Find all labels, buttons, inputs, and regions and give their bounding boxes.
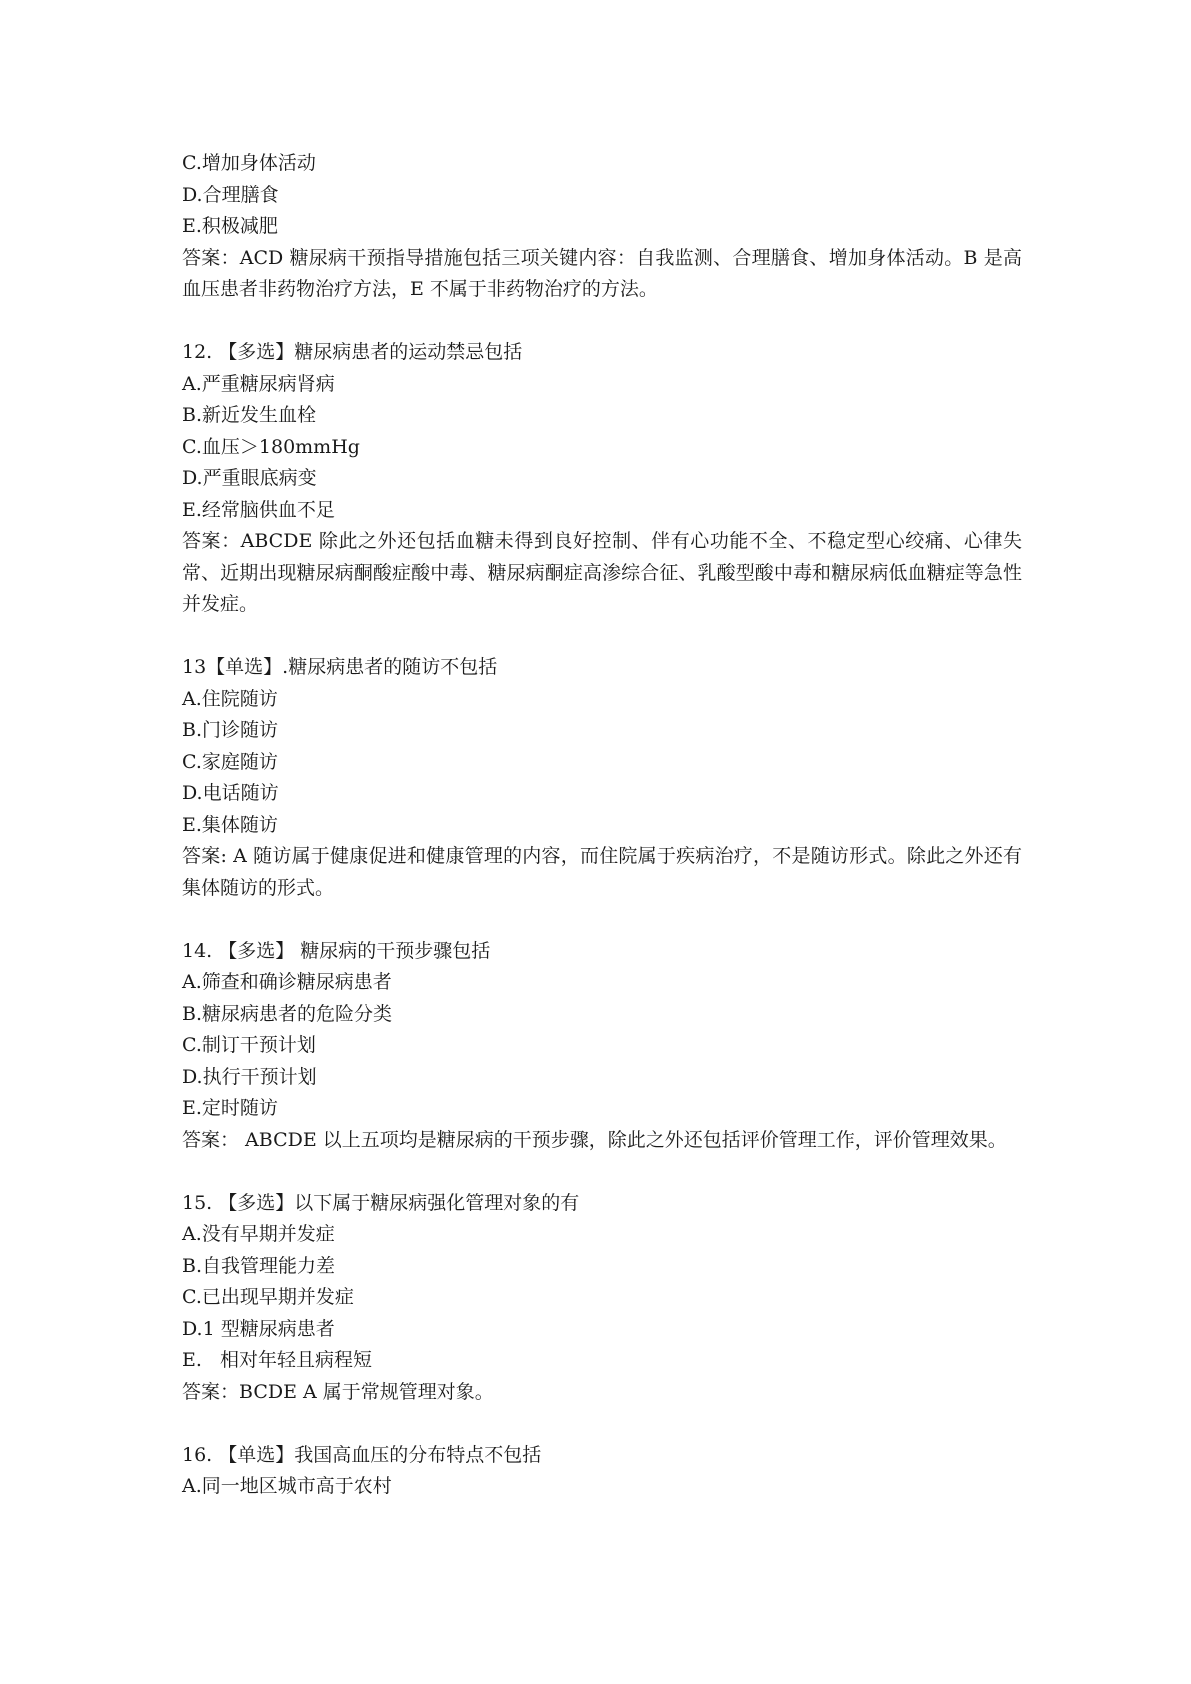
option-e: E.定时随访 — [182, 1097, 278, 1119]
question-title: 12. 【多选】糖尿病患者的运动禁忌包括 — [182, 341, 523, 363]
answer-text: 答案： ABCDE 以上五项均是糖尿病的干预步骤，除此之外还包括评价管理工作，评价管理效果。 — [182, 1128, 1007, 1151]
option-a: A.筛查和确诊糖尿病患者 — [182, 971, 392, 993]
question-12 — [182, 337, 1022, 621]
option-d: D.执行干预计划 — [182, 1065, 317, 1088]
option-b: B.门诊随访 — [182, 719, 279, 741]
option-c: C.已出现早期并发症 — [182, 1286, 354, 1308]
answer-text: 答案：ABCDE 除此之外还包括血糖未得到良好控制、伴有心功能不全、不稳定型心绞痛、心律失常、近期出现糖尿病酮酸症酸中毒、糖尿病酮症高渗综合征、乳酸型酸中毒和糖尿病低血糖症等急性并发症。 — [182, 530, 1022, 615]
answer-text: 答案：BCDE A 属于常规管理对象。 — [182, 1380, 494, 1403]
answer-text: 答案: A 随访属于健康促进和健康管理的内容，而住院属于疾病治疗，不是随访形式。除此之外还有集体随访的形式。 — [182, 845, 1022, 899]
option-c: C.增加身体活动 — [182, 152, 316, 174]
document-page — [182, 148, 1022, 1503]
option-d: D.1 型糖尿病患者 — [182, 1317, 335, 1340]
option-c: C.制订干预计划 — [182, 1034, 316, 1056]
question-13 — [182, 652, 1022, 904]
option-d: D.电话随访 — [182, 782, 279, 804]
question-16 — [182, 1440, 1022, 1503]
option-b: B.糖尿病患者的危险分类 — [182, 1002, 393, 1025]
option-e: E.集体随访 — [182, 813, 278, 836]
question-title: 16. 【单选】我国高血压的分布特点不包括 — [182, 1443, 542, 1466]
option-c: C.血压＞180mmHg — [182, 435, 360, 458]
option-c: C.家庭随访 — [182, 750, 278, 773]
question-14 — [182, 936, 1022, 1157]
question-title: 15. 【多选】以下属于糖尿病强化管理对象的有 — [182, 1191, 580, 1214]
option-a: A.同一地区城市高于农村 — [182, 1475, 392, 1497]
question-15 — [182, 1188, 1022, 1409]
option-d: D.合理膳食 — [182, 183, 279, 206]
option-d: D.严重眼底病变 — [182, 467, 317, 489]
option-b: B.自我管理能力差 — [182, 1254, 336, 1277]
question-title: 14. 【多选】 糖尿病的干预步骤包括 — [182, 939, 491, 962]
option-a: A.住院随访 — [182, 687, 278, 710]
option-e: E.经常脑供血不足 — [182, 498, 335, 521]
option-e: E. 相对年轻且病程短 — [182, 1349, 373, 1371]
option-a: A.没有早期并发症 — [182, 1223, 335, 1245]
question-11-continuation — [182, 148, 1022, 306]
answer-text: 答案：ACD 糖尿病干预指导措施包括三项关键内容：自我监测、合理膳食、增加身体活动。B 是高血压患者非药物治疗方法，E 不属于非药物治疗的方法。 — [182, 246, 1022, 300]
option-a: A.严重糖尿病肾病 — [182, 372, 335, 395]
option-e: E.积极减肥 — [182, 215, 278, 237]
question-title: 13【单选】.糖尿病患者的随访不包括 — [182, 656, 498, 678]
option-b: B.新近发生血栓 — [182, 404, 317, 426]
